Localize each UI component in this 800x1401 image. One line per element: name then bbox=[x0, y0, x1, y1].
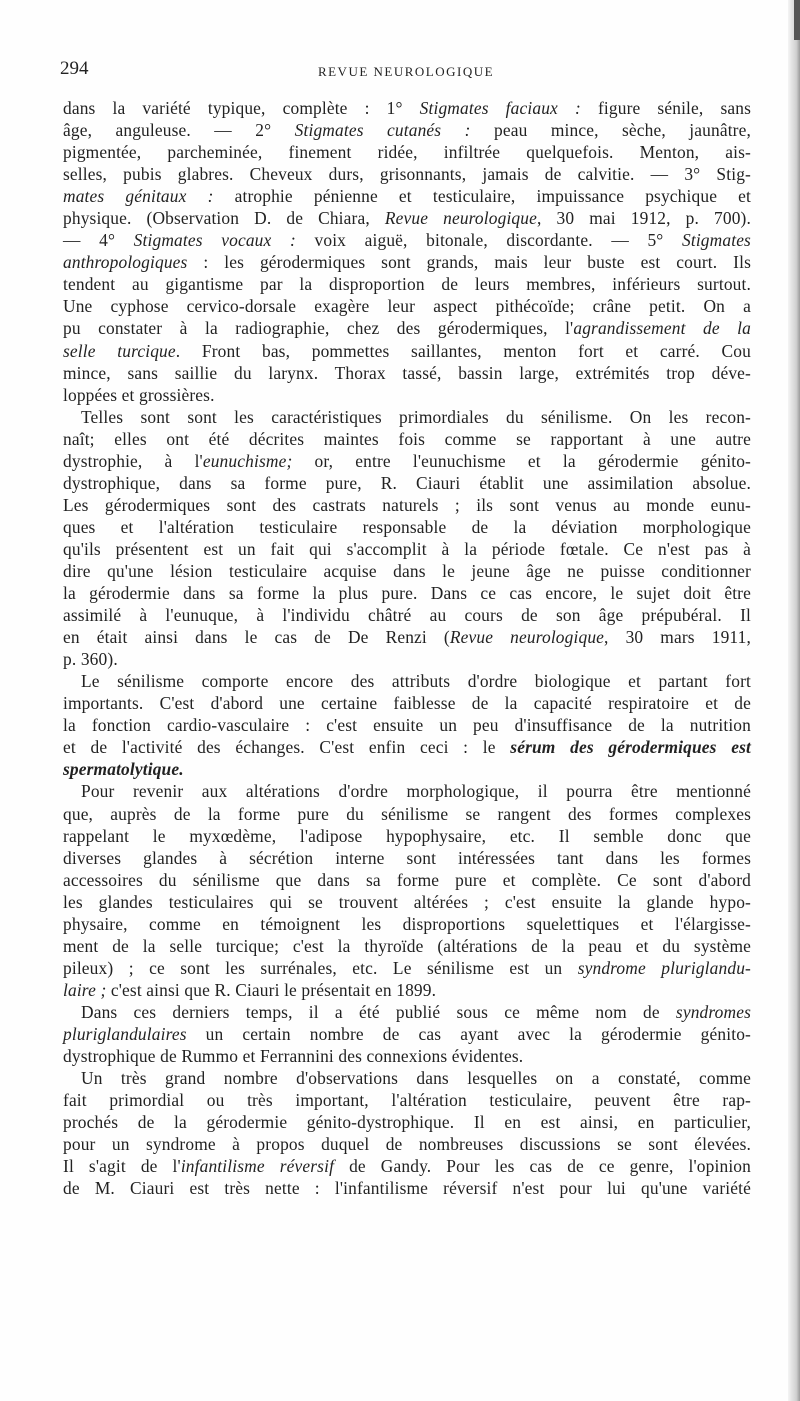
page-edge-mark bbox=[794, 0, 800, 40]
page-header bbox=[60, 52, 752, 82]
article-body bbox=[63, 97, 751, 1199]
paragraph-biologique: Le sénilisme comporte encore des attributs d'ordre biologique et partant fort importants. C'est d'abord une certaine faiblesse de la capacité respiratoire et de la fonction cardio-vasculaire : c'est ensuite un peu d'insuffisance de la nutrition et de l'activité des échanges. C'est enfin ceci : le sérum des gérodermiques est spermatolytique. bbox=[63, 671, 751, 780]
citation-revue: Revue neurologique bbox=[449, 627, 605, 648]
paragraph-infantilisme: Un très grand nombre d'observations dans lesquelles on a constaté, comme fait primordial ou très important, l'altération testiculaire, peuvent être rap- prochés de la gérodermie génito-dystrophique. Il en est ainsi, en particulier, pour un syndrome à propos duquel de nombreuses discussions se sont élevées. Il s'agit de l'infantilisme réversif de Gandy. Pour les cas de ce genre, l'opinion de M. Ciauri est très nette : l'infantilisme réversif n'est pour lui qu'une variété bbox=[63, 1068, 752, 1199]
paragraph-stigmates: dans la variété typique, complète : 1° Stigmates faciaux : figure sénile, sans âge, anguleuse. — 2° Stigmates cutanés : peau mince, sèche, jaunâtre, pigmentée, parcheminée, finement ridée, infiltrée quelquefois. Menton, ais- selles, pubis glabres. Cheveux durs, grisonnants, jamais de calvitie. — 3° Stig- mates génitaux : atrophie pénienne et testiculaire, impuissance psychique et physique. (Observation D. de Chiara, Revue neurologique, 30 mai 1912, p. 700). — 4° Stigmates vocaux : voix aiguë, bitonale, discordante. — 5° Stigmates anthropologiques : les gérodermiques sont grands, mais leur buste est court. Ils tendent au gigantisme par la disproportion de leurs membres, inférieurs surtout. Une cyphose cervico-dorsale exagère leur aspect pithécoïde; crâne petit. On a pu constater à la radiographie, chez des gérodermiques, l'agrandissement de la selle turcique. Front bas, pommettes saillantes, menton fort et carré. Cou mince, sans saillie du larynx. Thorax tassé, bassin large, extrémités trop déve- loppées et grossières. bbox=[63, 98, 752, 405]
paragraph-syndromes: Dans ces derniers temps, il a été publié sous ce même nom de syndromes pluriglandulaires un certain nombre de cas ayant avec la gérodermie génito- dystrophique de Rummo et Ferrannini des connexions évidentes. bbox=[63, 1001, 751, 1067]
paragraph-eunuchisme: Telles sont sont les caractéristiques primordiales du sénilisme. On les recon- naît; elles ont été décrites maintes fois comme se rapportant à une autre dystrophie, à l'eunuchisme; or, entre l'eunuchisme et la gérodermie génito- dystrophique, dans sa forme pure, R. Ciauri établit une assimilation absolue. Les gérodermiques sont des castrats naturels ; ils sont venus au monde eunu- ques et l'altération testiculaire responsable de la déviation morphologique qu'ils présentent est un fait qui s'accomplit à la période fœtale. Ce n'est pas à dire qu'une lésion testiculaire acquise dans le jeune âge ne puisse conditionner la gérodermie dans sa forme la plus pure. Dans ce cas encore, le sujet doit être assimilé à l'eunuque, à l'individu châtré au cours de son âge prépubéral. Il en était ainsi dans le cas de De Renzi (Revue neurologique, 30 mars 1911, p. 360). bbox=[63, 406, 751, 670]
paragraph-morphologique: Pour revenir aux altérations d'ordre morphologique, il pourra être mentionné que, auprès de la forme pure du sénilisme se rangent des formes complexes rappelant le myxœdème, l'adipose hypophysaire, etc. Il semble donc que diverses glandes à sécrétion interne sont intéressées tant dans les formes accessoires du sénilisme que dans sa forme pure et complète. Ce sont d'abord les glandes testiculaires qui se trouvent altérées ; c'est ensuite la glande hypo- physaire, comme en témoignent les disproportions squelettiques et l'élargisse- ment de la selle turcique; c'est la thyroïde (altérations de la peau et du système pileux) ; ce sont les surrénales, etc. Le sénilisme est un syndrome pluriglandu- laire ; c'est ainsi que R. Ciauri le présentait en 1899. bbox=[63, 781, 751, 1000]
citation-revue: Revue neurologique bbox=[384, 208, 537, 229]
page-edge-shadow bbox=[788, 0, 800, 1401]
running-title: REVUE NEUROLOGIQUE bbox=[317, 64, 495, 79]
page-number: 294 bbox=[60, 58, 89, 79]
